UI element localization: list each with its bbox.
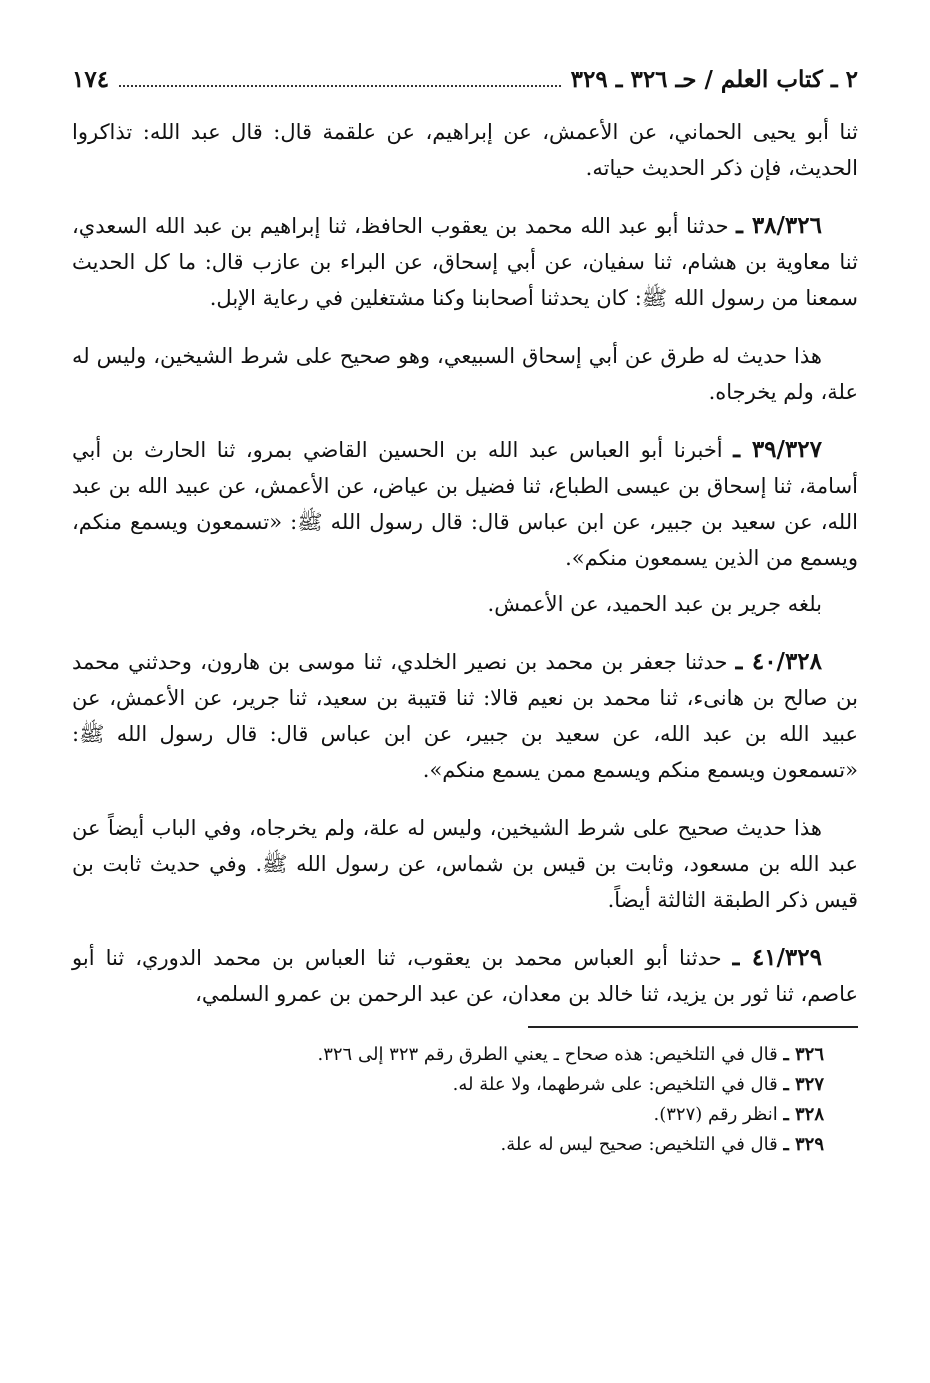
hadith-text: حدثنا أبو العباس محمد بن يعقوب، ثنا العباس بن محمد الدوري، ثنا أبو عاصم، ثنا ثور بن يزيد، ثنا خالد بن معدان، عن عبد الرحمن بن عمرو السلمي، xyxy=(72,946,858,1006)
chapter-title: ٢ ـ كتاب العلم / حـ ٣٢٦ ـ ٣٢٩ xyxy=(570,66,858,93)
hadith-329 xyxy=(72,940,858,1012)
paragraph-text: ثنا أبو يحيى الحماني، عن الأعمش، عن إبراهيم، عن علقمة قال: قال عبد الله: تذاكروا الحديث، فإن ذكر الحديث حياته. xyxy=(72,120,858,180)
footnote-text: قال في التلخيص: هذه صحاح ـ يعني الطرق رقم ٣٢٣ إلى ٣٢٦. xyxy=(317,1044,784,1065)
hadith-text: حدثنا جعفر بن محمد بن نصير الخلدي، ثنا موسى بن هارون، وحدثني محمد بن صالح بن هانىء، ثنا محمد بن نعيم قالا: ثنا قتيبة بن سعيد، ثنا جرير، عن الأعمش، عن عبيد الله بن عبد الله، عن سعيد بن جبير، عن ابن عباس قال: قال رسول الله ﷺ: «تسمعون ويسمع منكم ويسمع ممن يسمع منكم». xyxy=(72,650,858,782)
footnote-item xyxy=(72,1100,858,1130)
hadith-text: حدثنا أبو عبد الله محمد بن يعقوب الحافظ، ثنا إبراهيم بن عبد الله السعدي، ثنا معاوية بن هشام، ثنا سفيان، عن أبي إسحاق، عن البراء بن عازب قال: ما كل الحديث سمعنا من رسول الله ﷺ: كان يحدثنا أصحابنا وكنا مشتغلين في رعاية الإبل. xyxy=(72,214,858,310)
footnote-text: انظر رقم (٣٢٧). xyxy=(653,1104,784,1125)
footnotes xyxy=(72,1040,858,1160)
footnote-item xyxy=(72,1040,858,1070)
page-number: ١٧٤ xyxy=(72,66,110,93)
commentary-paragraph xyxy=(72,586,858,622)
hadith-text: أخبرنا أبو العباس عبد الله بن الحسين القاضي بمرو، ثنا الحارث بن أبي أسامة، ثنا إسحاق بن عيسى الطباع، ثنا فضيل بن عياض، عن الأعمش، عن عبيد الله بن عبد الله، عن سعيد بن جبير، عن ابن عباس قال: قال رسول الله ﷺ: «تسمعون ويسمع منكم، ويسمع من الذين يسمعون منكم». xyxy=(72,438,858,570)
paragraph-text: بلغه جرير بن عبد الحميد، عن الأعمش. xyxy=(487,592,822,616)
hadith-number: ٣٨/٣٢٦ ـ xyxy=(736,212,822,239)
book-page xyxy=(72,60,858,1160)
footnote-divider xyxy=(528,1026,858,1028)
paragraph-text: هذا حديث صحيح على شرط الشيخين، وليس له علة، ولم يخرجاه، وفي الباب أيضاً عن عبد الله بن مسعود، وثابت بن قيس بن شماس، عن رسول الله ﷺ. وفي حديث ثابت بن قيس ذكر الطبقة الثالثة أيضاً. xyxy=(72,816,858,912)
footnote-item xyxy=(72,1070,858,1100)
running-header xyxy=(72,60,858,100)
main-text xyxy=(72,114,858,1012)
hadith-number: ٤٠/٣٢٨ ـ xyxy=(735,648,823,675)
commentary-paragraph xyxy=(72,810,858,918)
footnote-number: ٣٢٩ ـ xyxy=(783,1134,824,1155)
hadith-number: ٣٩/٣٢٧ ـ xyxy=(733,436,822,463)
hadith-number: ٤١/٣٢٩ ـ xyxy=(732,944,822,971)
header-dot-leader xyxy=(119,63,561,87)
footnote-text: قال في التلخيص: على شرطهما، ولا علة له. xyxy=(452,1074,784,1095)
paragraph-text: هذا حديث له طرق عن أبي إسحاق السبيعي، وهو صحيح على شرط الشيخين، وليس له علة، ولم يخرجاه. xyxy=(72,344,858,404)
footnote-item xyxy=(72,1130,858,1160)
footnote-number: ٣٢٧ ـ xyxy=(783,1074,824,1095)
footnote-number: ٣٢٦ ـ xyxy=(783,1044,824,1065)
footnote-number: ٣٢٨ ـ xyxy=(783,1104,824,1125)
paragraph-continuation xyxy=(72,114,858,186)
footnote-text: قال في التلخيص: صحيح ليس له علة. xyxy=(500,1134,784,1155)
hadith-328 xyxy=(72,644,858,788)
hadith-327 xyxy=(72,432,858,576)
commentary-paragraph xyxy=(72,338,858,410)
hadith-326 xyxy=(72,208,858,316)
